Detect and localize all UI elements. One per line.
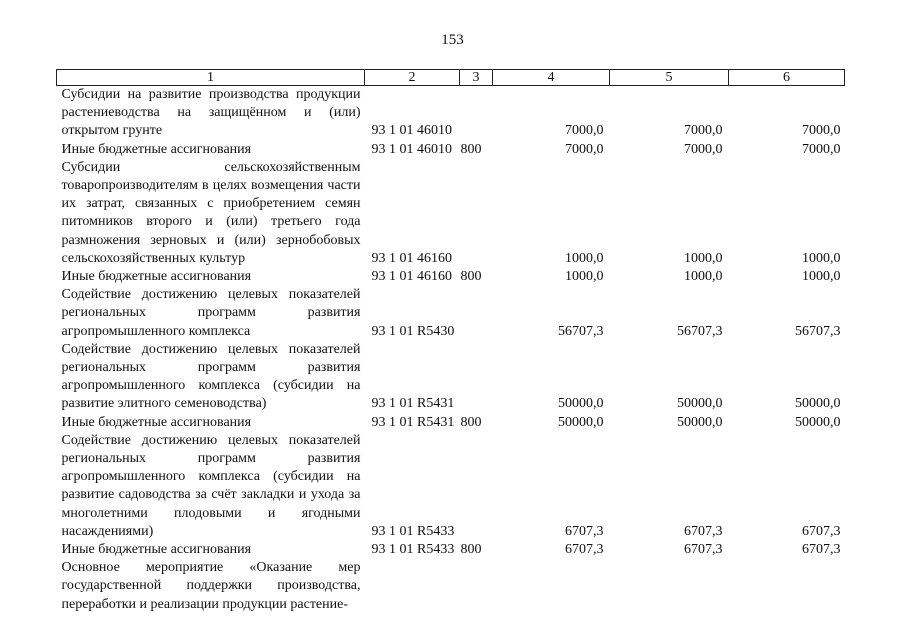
table-row: [57, 559, 845, 614]
row-value-col6: 6707,3: [802, 523, 841, 539]
row-value-col5: 50000,0: [677, 414, 723, 430]
column-header-2: 2: [365, 70, 460, 86]
row-value-col4: 1000,0: [565, 250, 604, 266]
table-row: [57, 141, 845, 159]
row-value-col5: [610, 559, 729, 614]
row-code: 93 1 01 R5433: [371, 523, 455, 539]
table-row: [57, 432, 845, 541]
header-row: [57, 70, 845, 86]
row-value-col6: 56707,3: [795, 323, 841, 339]
row-value-col5: 1000,0: [684, 269, 723, 285]
row-value-col4: 50000,0: [558, 396, 604, 412]
row-value-col5: 50000,0: [677, 396, 723, 412]
row-value-col6: 1000,0: [802, 269, 841, 285]
row-value-col4: 50000,0: [558, 414, 604, 430]
column-header-4: 4: [493, 70, 610, 86]
row-value-col5: 7000,0: [684, 141, 723, 157]
row-value-col4: 7000,0: [565, 141, 604, 157]
row-value-col4: 6707,3: [565, 523, 604, 539]
row-name: Субсидии на развитие производства продукции растениеводства на защищённом и (или) открытом грунте: [61, 87, 361, 139]
row-expense-type: [460, 559, 493, 614]
row-expense-type: [460, 341, 493, 414]
row-code: 93 1 01 46010: [371, 141, 452, 157]
row-name: Иные бюджетные ассигнования: [61, 542, 252, 558]
column-header-6: 6: [729, 70, 845, 86]
row-name: Иные бюджетные ассигнования: [61, 414, 252, 430]
row-expense-type: [460, 432, 493, 541]
row-value-col4: 7000,0: [565, 123, 604, 139]
row-name: Содействие достижению целевых показателей региональных программ развития агропромышленного комплекса (субсидии на развитие элитного семеноводства): [61, 341, 361, 412]
row-code: 93 1 01 46160: [371, 269, 452, 285]
column-header-5: 5: [610, 70, 729, 86]
table-row: [57, 414, 845, 432]
row-expense-type: 800: [460, 542, 482, 558]
column-header-3: 3: [460, 70, 493, 86]
row-value-col6: 7000,0: [802, 141, 841, 157]
row-expense-type: 800: [460, 141, 482, 157]
row-expense-type: 800: [460, 269, 482, 285]
table-row: [57, 341, 845, 414]
row-name: Основное мероприятие «Оказание мер государственной поддержки производства, переработки и реализации продукции растение-: [61, 560, 361, 612]
row-value-col5: 6707,3: [684, 523, 723, 539]
column-header-1: 1: [57, 70, 365, 86]
row-value-col5: 6707,3: [684, 542, 723, 558]
row-value-col4: 1000,0: [565, 269, 604, 285]
row-name: Иные бюджетные ассигнования: [61, 141, 252, 157]
page-number: 153: [441, 32, 464, 48]
table-row: [57, 286, 845, 341]
table-row: [57, 159, 845, 268]
row-name: Содействие достижению целевых показателей региональных программ развития агропромышленного комплекса: [61, 287, 361, 339]
row-expense-type: 800: [460, 414, 482, 430]
row-value-col5: 7000,0: [684, 123, 723, 139]
row-name: Содействие достижению целевых показателей региональных программ развития агропромышленного комплекса (субсидии на развитие садоводства за счёт закладки и ухода за многолетними плодовыми и ягодными насаждениями): [61, 432, 361, 539]
row-code: 93 1 01 R5431: [371, 414, 455, 430]
row-code: [365, 559, 460, 614]
budget-table: [56, 69, 845, 614]
row-value-col5: 1000,0: [684, 250, 723, 266]
table-body: [57, 86, 845, 614]
row-code: 93 1 01 R5430: [371, 323, 455, 339]
row-value-col4: [493, 559, 610, 614]
table-row: [57, 268, 845, 286]
row-value-col6: 7000,0: [802, 123, 841, 139]
row-value-col6: 6707,3: [802, 542, 841, 558]
row-expense-type: [460, 286, 493, 341]
row-expense-type: [460, 159, 493, 268]
row-name: Субсидии сельскохозяйственным товаропроизводителям в целях возмещения части их затрат, связанных с приобретением семян питомников второго и (или) третьего года размножения зерновых и (или) зернобобовых сельскохозяйственных культур: [61, 159, 361, 266]
row-code: 93 1 01 46010: [371, 123, 452, 139]
row-value-col4: 56707,3: [558, 323, 604, 339]
row-value-col6: 50000,0: [795, 414, 841, 430]
row-value-col6: [729, 559, 845, 614]
row-code: 93 1 01 R5431: [371, 396, 455, 412]
row-expense-type: [460, 86, 493, 141]
row-code: 93 1 01 R5433: [371, 542, 455, 558]
row-value-col6: 50000,0: [795, 396, 841, 412]
row-value-col6: 1000,0: [802, 250, 841, 266]
table-row: [57, 541, 845, 559]
row-value-col5: 56707,3: [677, 323, 723, 339]
row-value-col4: 6707,3: [565, 542, 604, 558]
table-row: [57, 86, 845, 141]
row-code: 93 1 01 46160: [371, 250, 452, 266]
row-name: Иные бюджетные ассигнования: [61, 269, 252, 285]
table-header: [57, 70, 845, 86]
